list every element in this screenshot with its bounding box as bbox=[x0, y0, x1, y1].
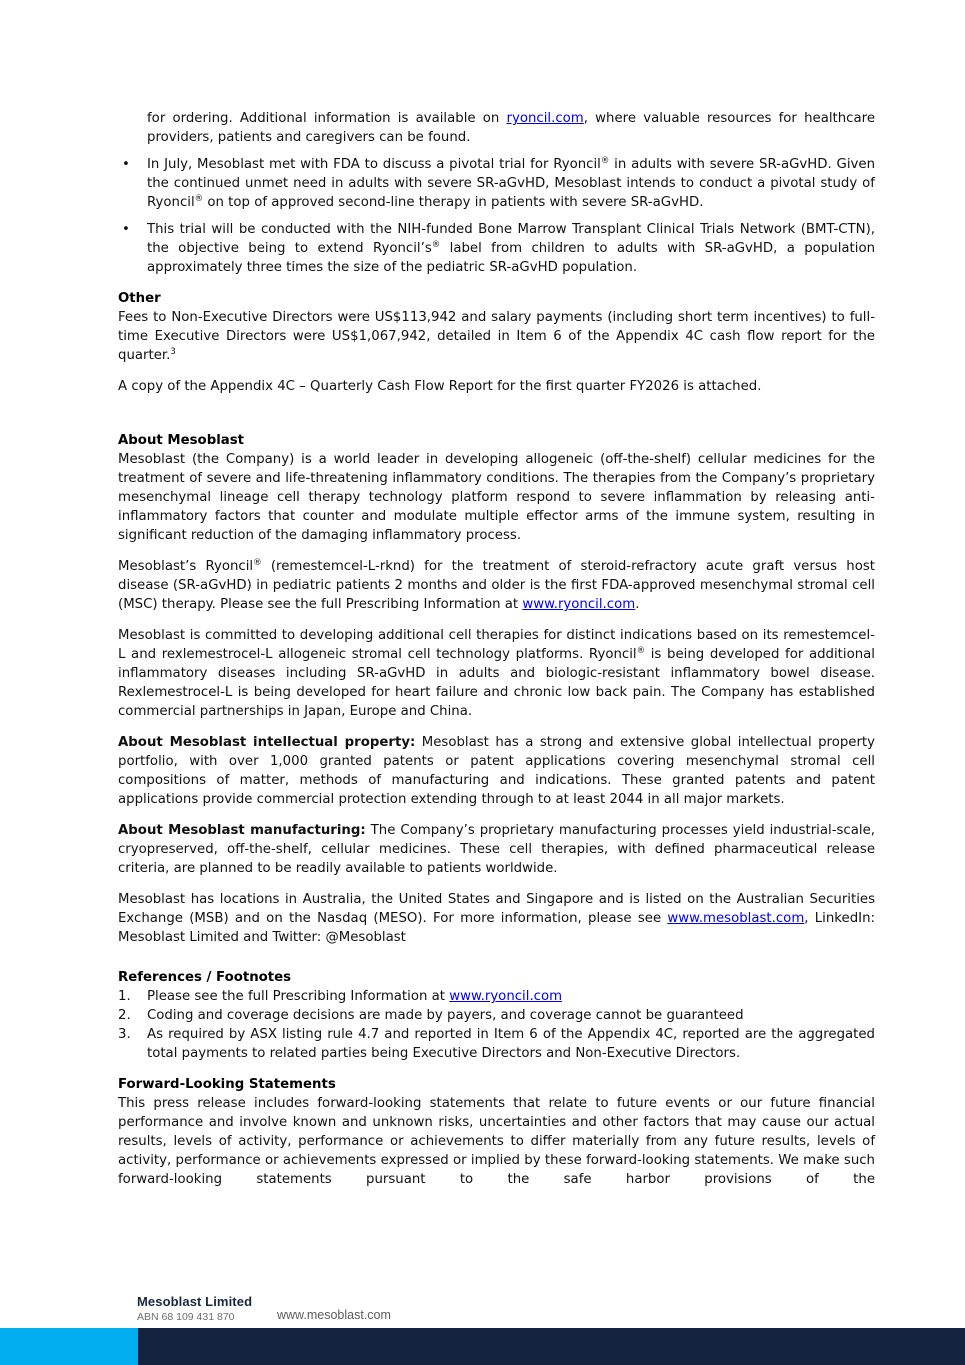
ryoncil-www-link[interactable]: www.ryoncil.com bbox=[449, 989, 563, 1004]
bullet-icon: • bbox=[122, 222, 130, 237]
text-run: Mesoblast has a strong and extensive global intellectual property portfolio, with over 1,000 granted patents or patent applications covering mesenchymal stromal cell compositions of matter, methods of manufacturing and indications. These granted patents and patent applications provide commercial protection extending through to at least 2044 in all major markets. bbox=[118, 735, 875, 807]
text-run: for ordering. Additional information is available on bbox=[147, 111, 507, 126]
document-body bbox=[118, 109, 875, 1189]
registered-trademark-sup: ® bbox=[636, 646, 646, 656]
footer-bar-cyan-accent bbox=[0, 1328, 138, 1365]
list-number: 1. bbox=[118, 989, 131, 1004]
mesoblast-www-link[interactable]: www.mesoblast.com bbox=[667, 911, 805, 926]
reference-text: Coding and coverage decisions are made by payers, and coverage cannot be guaranteed bbox=[147, 1008, 744, 1023]
text-run: is being developed for additional inflammatory diseases including SR-aGvHD in adults and biologic-resistant inflammatory bowel disease. Rexlemestrocel-L is being developed for heart failure and chronic low back pain. The Company has established commercial partnerships in Japan, Europe and China. bbox=[118, 647, 875, 719]
bullet-fda-pivotal-trial bbox=[118, 155, 875, 212]
bullet-nih-trial bbox=[118, 220, 875, 277]
text-run: Please see the full Prescribing Information at bbox=[147, 989, 450, 1004]
registered-trademark-sup: ® bbox=[194, 194, 204, 204]
reference-text: As required by ASX listing rule 4.7 and reported in Item 6 of the Appendix 4C, reported are the aggregated total payments to related parties being Executive Directors and Non-Executive Directors. bbox=[147, 1027, 875, 1061]
footer-company-name: Mesoblast Limited bbox=[137, 1294, 253, 1309]
text-run: The Company’s proprietary manufacturing processes yield industrial-scale, cryopreserved, off-the-shelf, cellular medicines. These cell therapies, with defined pharmaceutical release criteria, are planned to be readily available to patients worldwide. bbox=[118, 823, 875, 876]
paragraph-locations bbox=[118, 890, 875, 947]
registered-trademark-sup: ® bbox=[431, 240, 441, 250]
text-run: label from children to adults with SR-aGvHD, a population approximately three times the size of the pediatric SR-aGvHD population. bbox=[147, 241, 876, 275]
registered-trademark-sup: ® bbox=[253, 558, 262, 568]
paragraph-about-company: Mesoblast (the Company) is a world leader in developing allogeneic (off-the-shelf) cellular medicines for the treatment of severe and life-threatening inflammatory conditions. The therapies from the Company’s proprietary mesenchymal lineage cell therapy technology platform respond to severe inflammation by releasing anti-inflammatory factors that counter and modulate multiple effector arms of the immune system, resulting in significant reduction of the damaging inflammatory process. bbox=[118, 452, 875, 543]
text-run: . bbox=[635, 597, 640, 612]
text-run: In July, Mesoblast met with FDA to discuss a pivotal trial for Ryoncil bbox=[147, 157, 601, 172]
text-run: This trial will be conducted with the NIH-funded Bone Marrow Transplant Clinical Trials Network (BMT-CTN), the objective being to extend Ryoncil’s bbox=[147, 222, 875, 256]
bullet-icon: • bbox=[122, 157, 130, 172]
footnote-3-sup: 3 bbox=[170, 347, 176, 357]
reference-item-3 bbox=[118, 1025, 875, 1063]
paragraph-ryoncil bbox=[118, 557, 875, 614]
text-run: in adults with severe SR-aGvHD. Given the continued unmet need in adults with severe SR-aGvHD, Mesoblast intends to conduct a pivotal study of Ryoncil bbox=[147, 157, 875, 210]
footer-website: www.mesoblast.com bbox=[277, 1308, 391, 1322]
heading-forward-looking: Forward-Looking Statements bbox=[118, 1077, 336, 1092]
heading-other: Other bbox=[118, 291, 161, 306]
text-run: on top of approved second-line therapy in patients with severe SR-aGvHD. bbox=[203, 195, 704, 210]
inline-heading-manufacturing: About Mesoblast manufacturing: bbox=[118, 823, 366, 838]
text-run: (remestemcel-L-rknd) for the treatment of steroid-refractory acute graft versus host disease (SR-aGvHD) in pediatric patients 2 months and older is the first FDA-approved mesenchymal stromal cell (MSC) therapy. Please see the full Prescribing Information at bbox=[118, 559, 876, 612]
paragraph-manufacturing bbox=[118, 821, 875, 878]
text-run: , LinkedIn: Mesoblast Limited and Twitter: @Mesoblast bbox=[118, 911, 875, 945]
footer-brand-bar bbox=[0, 1328, 965, 1365]
text-run: Fees to Non-Executive Directors were US$113,942 and salary payments (including short term incentives) to full-time Executive Directors were US$1,067,942, detailed in Item 6 of the Appendix 4C cash flow report for the quarter. bbox=[118, 310, 875, 363]
ryoncil-com-link[interactable]: ryoncil.com bbox=[506, 111, 584, 126]
heading-references: References / Footnotes bbox=[118, 970, 292, 985]
text-run: Mesoblast’s Ryoncil bbox=[118, 559, 254, 574]
list-number: 2. bbox=[118, 1008, 131, 1023]
inline-heading-ip: About Mesoblast intellectual property: bbox=[118, 735, 416, 750]
list-number: 3. bbox=[118, 1027, 131, 1042]
paragraph-appendix-4c: A copy of the Appendix 4C – Quarterly Cash Flow Report for the first quarter FY2026 is attached. bbox=[118, 379, 762, 394]
heading-about-mesoblast: About Mesoblast bbox=[118, 433, 245, 448]
ryoncil-www-link[interactable]: www.ryoncil.com bbox=[522, 597, 636, 612]
footer-bar-navy bbox=[138, 1328, 965, 1365]
reference-item-1 bbox=[118, 987, 875, 1006]
text-run: , where valuable resources for healthcare providers, patients and caregivers can be found. bbox=[147, 111, 875, 145]
paragraph-director-fees bbox=[118, 308, 875, 365]
bullet-text bbox=[147, 220, 875, 277]
paragraph-cell-therapies bbox=[118, 626, 875, 721]
paragraph-forward-looking: This press release includes forward-looking statements that relate to future events or our future financial performance and involve known and unknown risks, uncertainties and other factors that may cause our actual results, levels of activity, performance or achievements to differ materially from any future results, levels of activity, performance or achievements expressed or implied by these forward-looking statements. We make such forward-looking statements pursuant to the safe harbor provisions of the bbox=[118, 1096, 875, 1187]
reference-item-2 bbox=[118, 1006, 875, 1025]
paragraph-intellectual-property bbox=[118, 733, 875, 809]
footer-abn: ABN 68 109 431 870 bbox=[137, 1311, 235, 1323]
bullet-text bbox=[147, 155, 875, 212]
paragraph-ordering-info bbox=[118, 109, 875, 147]
reference-text bbox=[147, 987, 875, 1006]
registered-trademark-sup: ® bbox=[600, 156, 610, 166]
text-run: Mesoblast is committed to developing additional cell therapies for distinct indications based on its remestemcel-L and rexlemestrocel-L allogeneic stromal cell technology platforms. Ryoncil bbox=[118, 628, 875, 662]
text-run: Mesoblast has locations in Australia, the United States and Singapore and is listed on the Australian Securities Exchange (MSB) and on the Nasdaq (MESO). For more information, please see bbox=[118, 892, 875, 926]
